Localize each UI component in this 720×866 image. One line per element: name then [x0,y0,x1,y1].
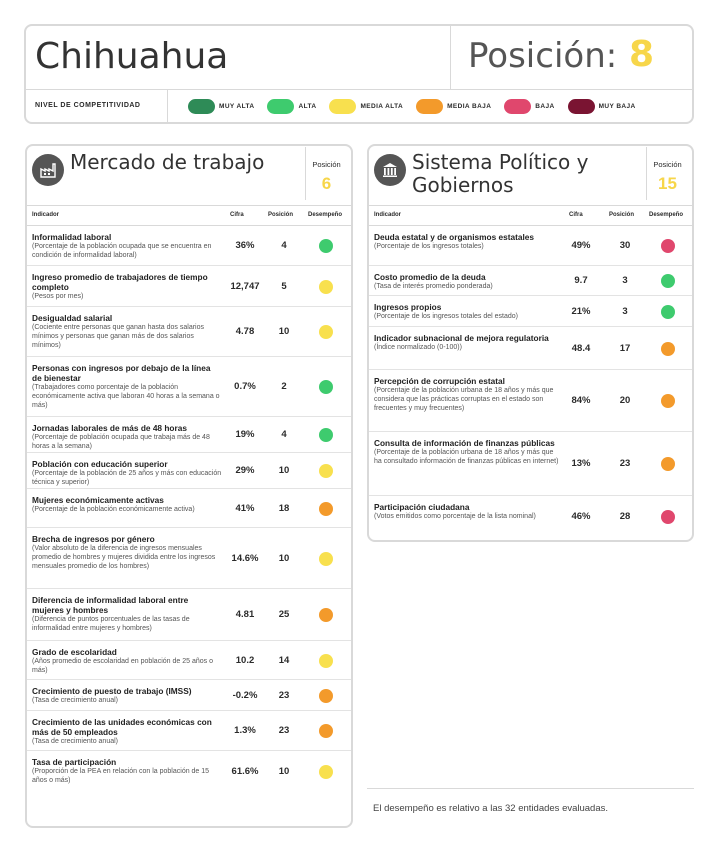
legend-item [188,99,254,114]
table-row [369,432,692,496]
indicator-cell [374,333,559,352]
indicator-cell [32,595,222,633]
cifra-value: 4.81 [235,609,255,620]
position-value: 10 [278,766,290,777]
indicator-cell [32,459,222,487]
position-value: 18 [278,502,290,514]
table-row [369,496,692,538]
footnote-divider [367,788,694,789]
panel-position-box [305,147,347,200]
cifra-value: 84% [571,395,591,406]
position-value: 30 [619,240,631,251]
cifra-value: 1.3% [234,725,256,736]
indicator-description: (Trabajadores como porcentaje de la población económicamente activa que laboran 40 horas a la semana o más) [32,384,220,409]
legend-label: MEDIA BAJA [447,103,492,110]
indicator-description: (Porcentaje de la población económicamente activa) [32,506,195,513]
indicator-cell [32,232,222,260]
table-row [369,296,692,327]
indicator-cell [374,376,559,413]
cifra-value: 46% [571,511,591,522]
table-row [27,711,351,751]
cifra-value: 4.78 [235,326,255,337]
performance-indicator [661,239,675,253]
table-row [27,528,351,589]
panel-mercado-de-trabajo [25,144,353,828]
table-row [369,266,692,296]
table-row [27,680,351,711]
legend-swatch [188,99,215,114]
performance-indicator [319,608,333,622]
legend-title: NIVEL DE COMPETITIVIDAD [35,102,141,109]
cifra-value: 21% [571,305,591,317]
indicator-description: (Porcentaje de la población de 25 años y más con educación técnica y superior) [32,470,222,486]
panel-title: Mercado de trabajo [70,150,265,174]
panel-sistema-politico [367,144,694,542]
panel-header [27,146,351,206]
indicator-name: Deuda estatal y de organismos estatales [374,232,535,242]
indicator-cell [374,272,559,291]
table-row [27,589,351,641]
legend-label: ALTA [298,103,317,110]
legend-label: MEDIA ALTA [360,103,404,110]
indicator-cell [32,313,222,350]
cifra-value: 13% [571,458,591,469]
position-value: 14 [278,654,290,666]
indicator-description: (Porcentaje de la población urbana de 18 años y más que considera que las prácticas corruptas en el estado son frecuentes y muy frecuentes) [374,387,554,412]
performance-indicator [319,464,333,478]
performance-indicator [661,394,675,408]
performance-indicator [319,380,333,394]
col-indicator: Indicador [374,212,402,218]
performance-indicator [661,342,675,356]
indicator-cell [32,272,222,301]
performance-indicator [319,552,333,566]
indicator-description: (Cociente entre personas que ganan hasta dos salarios mínimos y personas que ganan más de dos salarios mínimos) [32,324,204,349]
legend-items [188,99,649,114]
position-value: 4 [281,240,287,251]
cifra-value: 9.7 [574,275,588,286]
performance-indicator [319,428,333,442]
legend-swatch [329,99,356,114]
legend-label: MUY BAJA [598,103,636,110]
table-row [27,489,351,528]
cifra-value: 10.2 [235,654,255,666]
performance-indicator [319,689,333,703]
indicator-cell [32,647,222,675]
overall-position-value: 8 [629,34,655,75]
competitiveness-legend [26,90,692,124]
overall-position-box [450,26,694,90]
indicator-description: (Años promedio de escolaridad en población de 25 años o más) [32,658,213,674]
indicator-description: (Diferencia de puntos porcentuales de las tasas de informalidad entre mujeres y hombres) [32,616,190,632]
position-value: 3 [622,305,628,317]
performance-indicator [319,654,333,668]
indicator-name: Indicador subnacional de mejora regulatoria [374,333,549,343]
col-cifra: Cifra [230,212,244,218]
position-value: 4 [281,429,287,440]
position-value: 10 [278,465,290,476]
table-row [369,327,692,370]
indicator-cell [374,302,559,321]
indicator-cell [374,502,559,521]
indicator-name: Ingreso promedio de trabajadores de tiempo completo [32,272,208,292]
panel-position-value: 6 [321,174,332,193]
indicator-name: Personas con ingresos por debajo de la línea de bienestar [32,363,211,383]
indicator-description: (Tasa de crecimiento anual) [32,697,118,704]
table-row [27,453,351,489]
legend-item [267,99,316,114]
indicator-description: (Tasa de crecimiento anual) [32,738,118,745]
position-value: 20 [619,395,631,406]
table-row [27,307,351,357]
legend-item [568,99,636,114]
performance-indicator [319,239,333,253]
government-building-icon [374,154,406,186]
position-value: 23 [619,458,631,469]
panel-position-label: Posición [312,160,341,169]
cifra-value: 14.6% [231,552,259,564]
cifra-value: 29% [235,465,255,476]
indicator-name: Participación ciudadana [374,502,470,512]
position-value: 25 [278,609,290,620]
indicator-name: Mujeres económicamente activas [32,495,164,505]
legend-divider [167,90,168,124]
indicator-description: (Índice normalizado (0-100)) [374,344,462,351]
indicator-name: Crecimiento de las unidades económicas con más de 50 empleados [32,717,212,737]
indicator-name: Ingresos propios [374,302,442,312]
header-top [26,26,692,90]
state-name: Chihuahua [35,36,229,77]
legend-item [504,99,554,114]
indicator-name: Consulta de información de finanzas públicas [374,438,555,448]
legend-swatch [267,99,294,114]
position-value: 2 [281,381,287,392]
indicator-cell [32,534,222,571]
legend-label: MUY ALTA [219,103,255,110]
performance-indicator [319,502,333,516]
indicator-description: (Proporción de la PEA en relación con la población de 15 años o más) [32,768,210,784]
indicator-name: Brecha de ingresos por género [32,534,155,544]
table-row [369,370,692,432]
indicator-description: (Pesos por mes) [32,293,84,300]
indicator-description: (Porcentaje de la población urbana de 18 años y más que ha consultado información de finanzas públicas en internet) [374,449,559,465]
indicator-cell [32,686,222,705]
col-position: Posición [609,212,635,218]
position-value: 23 [278,689,290,701]
table-row [27,266,351,307]
indicator-description: (Porcentaje de la población ocupada que se encuentra en condición de informalidad laboral) [32,243,212,259]
indicator-name: Diferencia de informalidad laboral entre mujeres y hombres [32,595,189,615]
indicator-name: Población con educación superior [32,459,168,469]
cifra-value: 12,747 [230,280,260,292]
col-position: Posición [268,212,294,218]
table-row [27,226,351,266]
panel-title: Sistema Político y Gobiernos [412,150,589,197]
indicator-name: Jornadas laborales de más de 48 horas [32,423,187,433]
cifra-value: 61.6% [231,766,259,777]
legend-swatch [416,99,443,114]
indicator-name: Costo promedio de la deuda [374,272,486,282]
indicator-description: (Porcentaje de población ocupada que trabaja más de 48 horas a la semana) [32,434,210,450]
col-performance: Desempeño [649,212,684,218]
panel-position-label: Posición [653,160,682,169]
performance-indicator [319,280,333,294]
legend-item [416,99,491,114]
indicator-name: Desigualdad salarial [32,313,113,323]
panel-position-box [646,147,688,200]
header-card [24,24,694,124]
table-header [27,206,351,226]
panel-position-value: 15 [658,174,677,193]
indicator-name: Percepción de corrupción estatal [374,376,505,386]
indicator-name: Tasa de participación [32,757,117,767]
performance-indicator [661,510,675,524]
indicator-name: Grado de escolaridad [32,647,117,657]
table-header [369,206,692,226]
performance-indicator [661,305,675,319]
legend-label: BAJA [535,103,555,110]
indicator-description: (Valor absoluto de la diferencia de ingresos mensuales promedio de hombres y mujeres dividida entre los ingresos mensuales promedio de los hombres) [32,545,216,570]
footnote: El desempeño es relativo a las 32 entidades evaluadas. [373,803,609,814]
col-indicator: Indicador [32,212,60,218]
factory-icon [32,154,64,186]
legend-item [329,99,403,114]
cifra-value: -0.2% [232,689,258,701]
indicator-table [27,226,351,793]
table-row [27,357,351,417]
cifra-value: 41% [235,502,255,514]
cifra-value: 49% [571,240,591,251]
indicator-cell [32,717,222,746]
cifra-value: 0.7% [234,381,256,392]
overall-position-label: Posición: [468,36,618,76]
position-value: 28 [619,511,631,522]
legend-swatch [504,99,531,114]
performance-indicator [319,765,333,779]
performance-indicator [319,325,333,339]
position-value: 10 [278,326,290,337]
col-performance: Desempeño [308,212,343,218]
position-value: 5 [281,280,287,292]
performance-indicator [319,724,333,738]
col-cifra: Cifra [569,212,583,218]
indicator-table [369,226,692,538]
indicator-cell [374,232,559,251]
performance-indicator [661,457,675,471]
indicator-name: Crecimiento de puesto de trabajo (IMSS) [32,686,192,696]
indicator-cell [32,757,222,785]
indicator-description: (Votos emitidos como porcentaje de la lista nominal) [374,513,536,520]
panel-header [369,146,692,206]
performance-indicator [661,274,675,288]
indicator-name: Informalidad laboral [32,232,112,242]
position-value: 3 [622,275,628,286]
table-row [27,417,351,453]
indicator-description: (Porcentaje de los ingresos totales del estado) [374,313,518,320]
indicator-description: (Porcentaje de los ingresos totales) [374,243,484,250]
indicator-cell [32,363,222,410]
table-row [369,226,692,266]
position-value: 10 [278,552,290,564]
indicator-cell [32,495,222,514]
cifra-value: 48.4 [571,342,591,354]
indicator-cell [32,423,222,451]
legend-swatch [568,99,595,114]
indicator-description: (Tasa de interés promedio ponderada) [374,283,493,290]
indicator-cell [374,438,559,466]
cifra-value: 36% [235,240,255,251]
table-row [27,641,351,680]
cifra-value: 19% [235,429,255,440]
table-row [27,751,351,793]
position-value: 17 [619,342,631,354]
position-value: 23 [278,725,290,736]
